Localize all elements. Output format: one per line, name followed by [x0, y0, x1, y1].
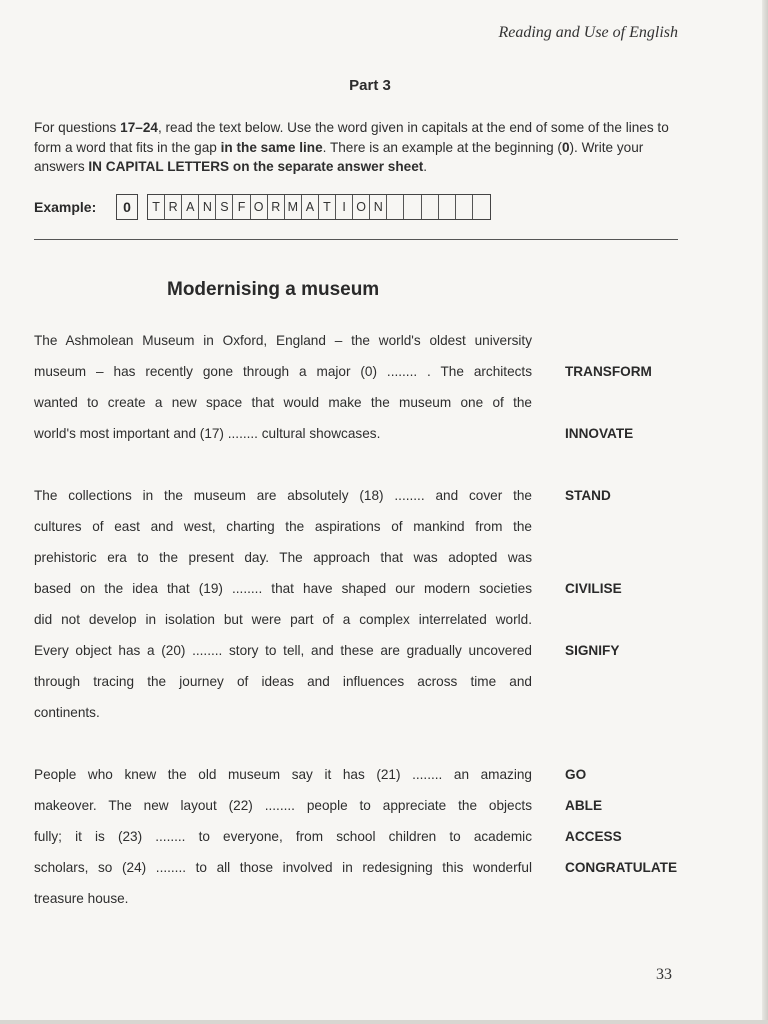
- keyword-innovate: INNOVATE: [565, 426, 634, 441]
- letter-box: [439, 195, 456, 219]
- keyword-signify: SIGNIFY: [565, 643, 620, 658]
- text-line: People who knew the old museum say it has (21) ........ an amazing: [34, 767, 532, 782]
- text-line: makeover. The new layout (22) ........ people to appreciate the objects: [34, 798, 532, 813]
- keyword-go: GO: [565, 767, 587, 782]
- part-title: Part 3: [349, 77, 391, 94]
- keyword-congratulate: CONGRATULATE: [565, 860, 678, 875]
- text-line: The Ashmolean Museum in Oxford, England – the world's oldest university: [34, 333, 532, 348]
- instructions: [34, 118, 684, 177]
- example-answer-boxes: [147, 194, 491, 220]
- example-label: Example:: [34, 198, 97, 215]
- text-line: cultures of east and west, charting the aspirations of mankind from the: [34, 519, 532, 534]
- letter-box: [422, 195, 439, 219]
- letter-box: T: [319, 195, 336, 219]
- page-bottom-edge: [0, 1020, 768, 1024]
- letter-box: M: [285, 195, 302, 219]
- text-line: Every object has a (20) ........ story to tell, and these are gradually uncovered: [34, 643, 532, 658]
- text-line: based on the idea that (19) ........ that have shaped our modern societies: [34, 581, 532, 596]
- letter-box: A: [302, 195, 319, 219]
- letter-box: F: [233, 195, 250, 219]
- running-head: Reading and Use of English: [498, 24, 678, 41]
- page-number: 33: [656, 966, 672, 983]
- letter-box: T: [148, 195, 165, 219]
- letter-box: [456, 195, 473, 219]
- example-row: [34, 193, 491, 220]
- letter-box: R: [268, 195, 285, 219]
- keyword-stand: STAND: [565, 488, 611, 503]
- keyword-transform: TRANSFORM: [565, 364, 652, 379]
- divider-rule: [34, 239, 678, 240]
- letter-box: N: [199, 195, 216, 219]
- text-line: museum – has recently gone through a major (0) ........ . The architects: [34, 364, 532, 379]
- text-line: wanted to create a new space that would make the museum one of the: [34, 395, 532, 410]
- letter-box: R: [165, 195, 182, 219]
- text-line: did not develop in isolation but were part of a complex interrelated world.: [34, 612, 532, 627]
- instructions-text-4: ). Write your answers: [34, 139, 644, 174]
- instructions-text-5: .: [423, 159, 428, 174]
- keyword-access: ACCESS: [565, 829, 622, 844]
- capital-letters-emphasis: IN CAPITAL LETTERS on the separate answer sheet: [88, 159, 424, 174]
- instructions-text-1: For questions: [34, 120, 121, 135]
- text-line: fully; it is (23) ........ to everyone, from school children to academic: [34, 829, 532, 844]
- example-number-box: 0: [116, 194, 138, 220]
- keyword-able: ABLE: [565, 798, 603, 813]
- instructions-text-2: , read the text below. Use the word given in capitals at the end of some of the lines to form a word that fits in the gap: [34, 120, 669, 155]
- text-line: treasure house.: [34, 891, 129, 906]
- text-line: through tracing the journey of ideas and influences across time and: [34, 674, 532, 689]
- text-line: world's most important and (17) ........ cultural showcases.: [34, 426, 381, 441]
- example-zero: 0: [561, 139, 570, 155]
- letter-box: [404, 195, 421, 219]
- text-line: prehistoric era to the present day. The approach that was adopted was: [34, 550, 532, 565]
- letter-box: A: [182, 195, 199, 219]
- letter-box: N: [370, 195, 387, 219]
- letter-box: [387, 195, 404, 219]
- letter-box: I: [336, 195, 353, 219]
- text-line: scholars, so (24) ........ to all those involved in redesigning this wonderful: [34, 860, 532, 875]
- letter-box: S: [216, 195, 233, 219]
- text-line: The collections in the museum are absolutely (18) ........ and cover the: [34, 488, 532, 503]
- instructions-text-3: . There is an example at the beginning (: [322, 139, 562, 155]
- question-range: 17–24: [120, 120, 158, 135]
- text-line: continents.: [34, 705, 100, 720]
- page-edge-shadow: [762, 0, 768, 1024]
- letter-box: [473, 195, 490, 219]
- letter-box: O: [353, 195, 370, 219]
- same-line-emphasis: in the same line: [220, 139, 323, 155]
- letter-box: O: [251, 195, 268, 219]
- document-title: Modernising a museum: [167, 279, 380, 300]
- keyword-civilise: CIVILISE: [565, 581, 622, 596]
